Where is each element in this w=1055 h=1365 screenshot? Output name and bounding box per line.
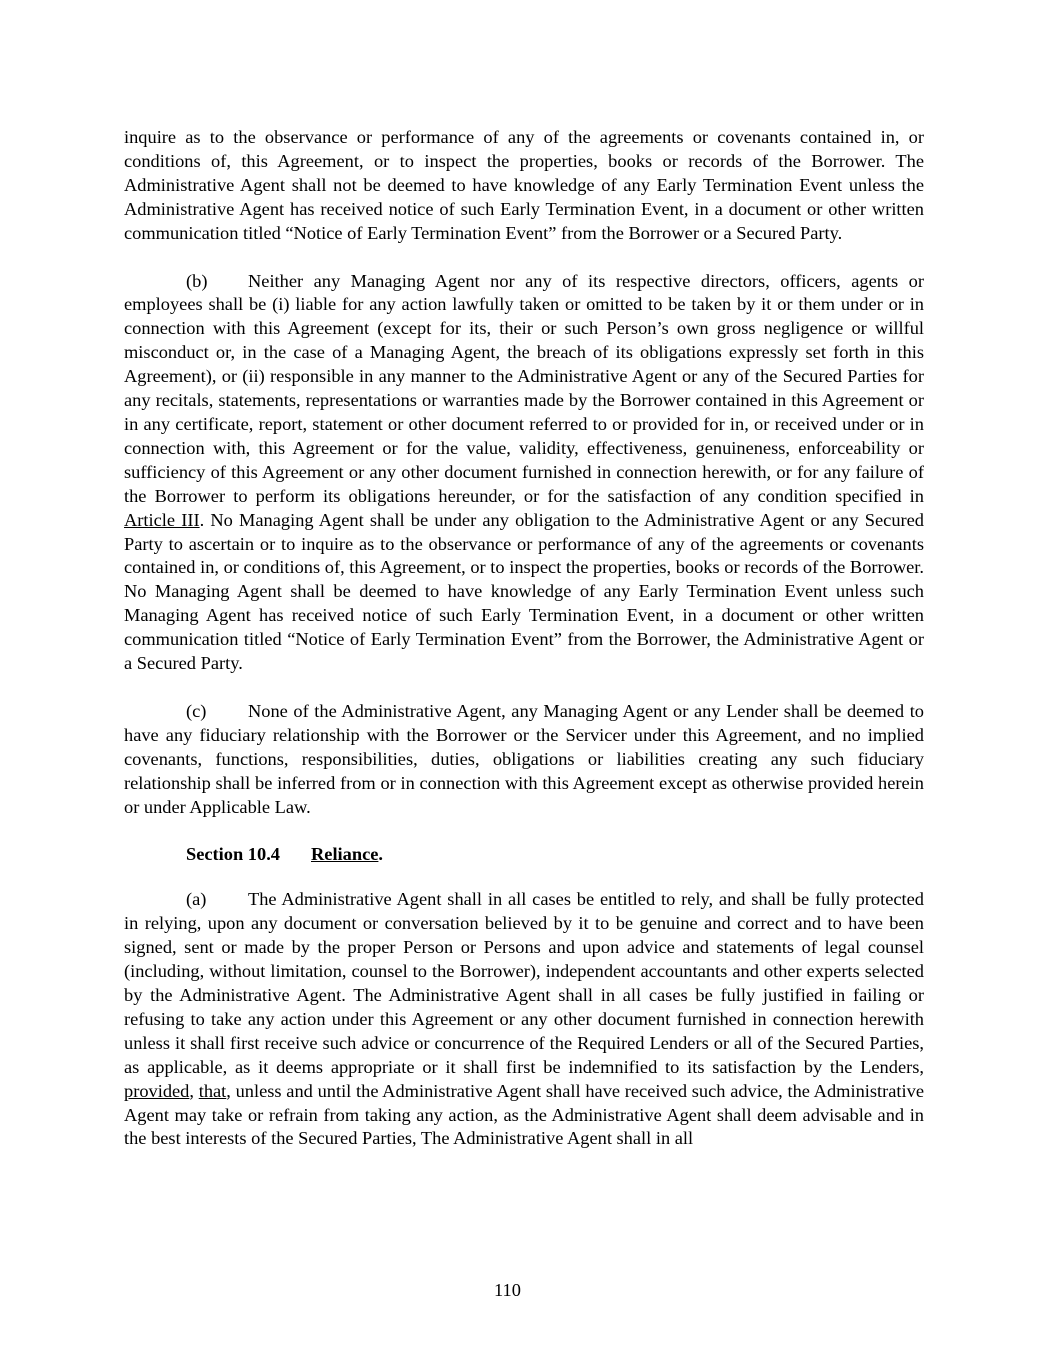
paragraph-b-text-2: . No Managing Agent shall be under any obligation to the Administrative Agent or any Secured Party to ascertain or to inquire as to the observance or performance of any of the agreements or covenants contained in, or conditions of, this Agreement, or to inspect the properties, books or records of the Borrower. No Managing Agent shall be deemed to have knowledge of any Early Termination Event unless such Managing Agent has received notice of such Early Termination Event, in a document or other written communication titled “Notice of Early Termination Event” from the Borrower, the Administrative Agent or a Secured Party.	[124, 509, 924, 674]
paragraph-b-text-1: Neither any Managing Agent nor any of its respective directors, officers, agents or employees shall be (i) liable for any action lawfully taken or omitted to be taken by it or them under or in connection with this Agreement (except for its, their or such Person’s own gross negligence or willful misconduct or, in the case of a Managing Agent, the breach of its obligations expressly set forth in this Agreement), or (ii) responsible in any manner to the Administrative Agent or any of the Secured Parties for any recitals, statements, representations or warranties made by the Borrower contained in this Agreement or in any certificate, report, statement or other document referred to or provided for in, or received under or in connection with, this Agreement or for the value, validity, effectiveness, genuineness, enforceability or sufficiency of this Agreement or any other document furnished in connection herewith, or for any failure of the Borrower to perform its obligations hereunder, or for the satisfaction of any condition specified in	[124, 270, 924, 506]
paragraph-a-label: (a)	[186, 889, 207, 910]
paragraph-c	[124, 700, 924, 820]
paragraph-a-text-2: , unless and until the Administrative Agent shall have received such advice, the Administrative Agent may take or refrain from taking any action, as the Administrative Agent shall deem advisable and in the best interests of the Secured Parties, The Administrative Agent shall in all	[124, 1080, 924, 1149]
section-title-period: .	[378, 844, 384, 865]
paragraph-b	[124, 270, 924, 676]
section-title: Reliance	[311, 844, 379, 865]
paragraph-b-label: (b)	[186, 270, 208, 291]
paragraph-a	[124, 888, 924, 1151]
section-heading	[124, 843, 924, 867]
paragraph-c-text: None of the Administrative Agent, any Managing Agent or any Lender shall be deemed to have any fiduciary relationship with the Borrower or the Servicer under this Agreement, and no implied covenants, functions, responsibilities, duties, obligations or liabilities creating any such fiduciary relationship shall be inferred from or in connection with this Agreement except as otherwise provided herein or under Applicable Law.	[124, 700, 924, 817]
section-number: Section 10.4	[186, 844, 280, 865]
provided-term: provided	[124, 1080, 190, 1101]
paragraph-a-comma: ,	[189, 1080, 199, 1101]
paragraph-a-text-1: The Administrative Agent shall in all cases be entitled to rely, and shall be fully protected in relying, upon any document or conversation believed by it to be genuine and correct and to have been signed, sent or made by the proper Person or Persons and upon advice and statements of legal counsel (including, without limitation, counsel to the Borrower), independent accountants and other experts selected by the Administrative Agent. The Administrative Agent shall in all cases be fully justified in failing or refusing to take any action under this Agreement or any other document furnished in connection herewith unless it shall first receive such advice or concurrence of the Required Lenders or all of the Secured Parties, as applicable, as it deems appropriate or it shall first be indemnified to its satisfaction by the Lenders,	[124, 889, 924, 1077]
document-body	[124, 126, 924, 1175]
paragraph-intro: inquire as to the observance or performance of any of the agreements or covenants contained in, or conditions of, this Agreement, or to inspect the properties, books or records of the Borrower. The Administrative Agent shall not be deemed to have knowledge of any Early Termination Event unless the Administrative Agent has received notice of such Early Termination Event, in a document or other written communication titled “Notice of Early Termination Event” from the Borrower or a Secured Party.	[124, 127, 924, 243]
that-term: that	[198, 1080, 227, 1101]
paragraph-c-label: (c)	[186, 700, 207, 721]
article-iii-reference: Article III	[124, 509, 200, 530]
page-number: 110	[494, 1280, 521, 1300]
